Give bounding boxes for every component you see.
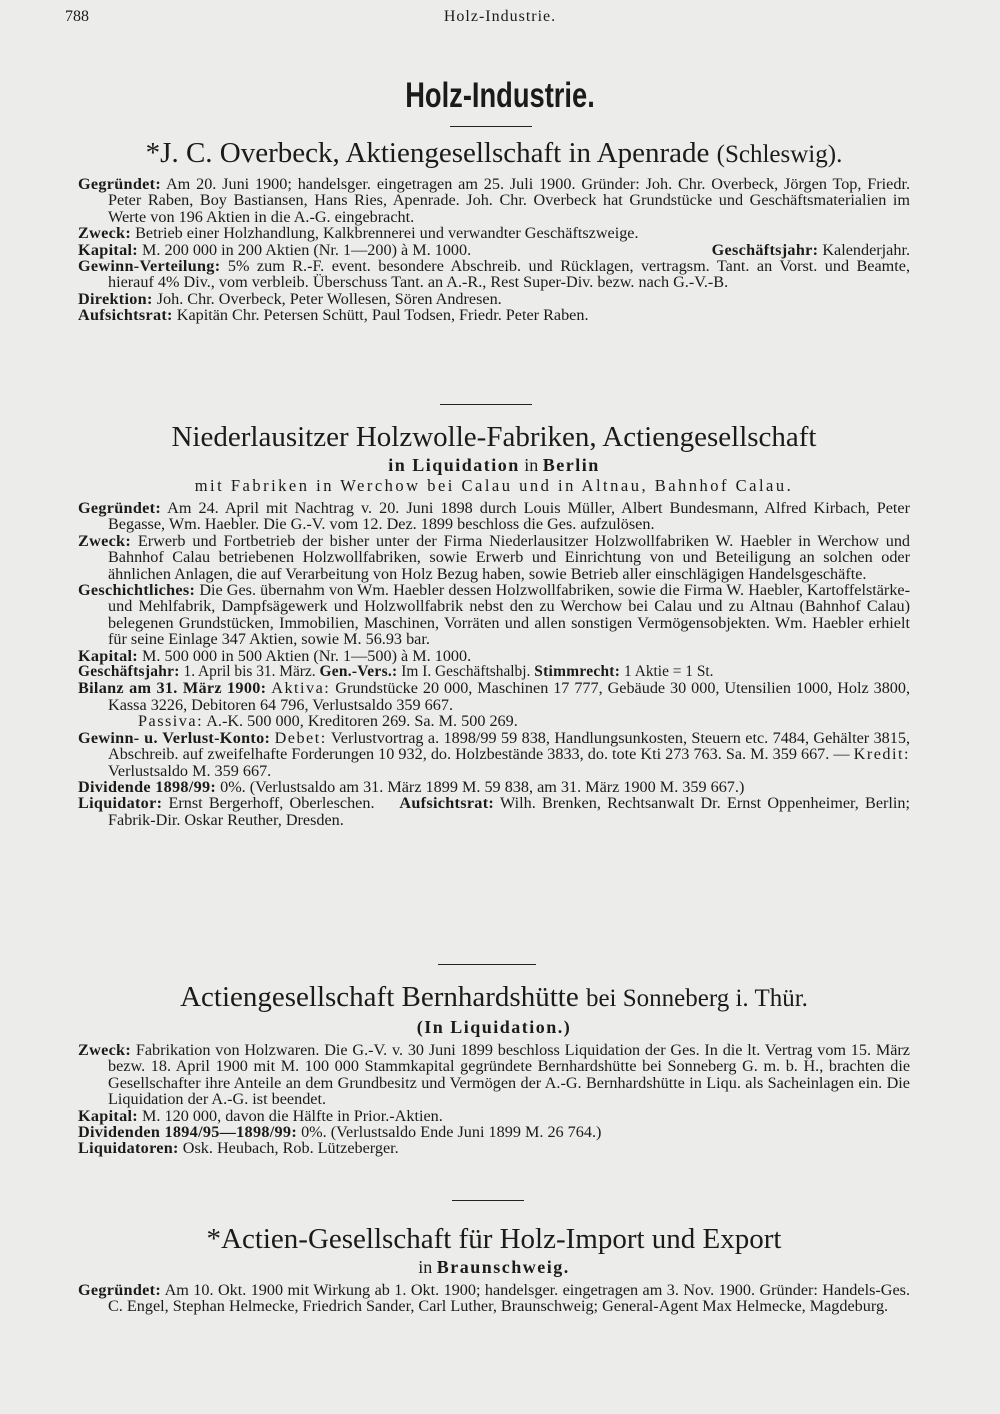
field-label: Gewinn- u. Verlust-Konto: (78, 728, 271, 747)
field-label: Liquidator: (78, 794, 163, 813)
field-label: Kapital: (78, 646, 138, 665)
field-text: Am 24. April mit Nachtrag v. 20. Juni 1898 durch Louis Müller, Albert Bundesmann, Alfred Kirbach, Peter Begasse, Wm. Haebler. Die G.-V. vom 12. Dez. 1899 beschloss die Ges. aufzulösen. (108, 499, 910, 534)
entry-title-suffix: bei Sonneberg i. Thür. (585, 985, 808, 1012)
section-divider (450, 126, 532, 127)
field-passiva (78, 713, 910, 729)
entry-subtitle (78, 1256, 910, 1278)
field-label: Zweck: (78, 531, 132, 550)
entry-divider (452, 1200, 524, 1201)
field-text: Betrieb einer Holzhandlung, Kalkbrennerei und verwandter Geschäftszweige. (135, 224, 639, 243)
field-text: 0%. (Verlustsaldo am 31. März 1899 M. 59 838, am 31. März 1900 M. 359 667.) (220, 777, 745, 796)
entry-title (78, 136, 910, 172)
field-text: Die Ges. übernahm von Wm. Haebler dessen Holzwollfabriken, sowie die Firma W. Haebler, Kartoffelstärke- und Mehlfabrik, Dampfsägewerk und Holzwollfabrik nebst den zu Werchow bei Calau und zu Altnau (Bahnhof Calau) belegenen Grundstücken, Immobilien, Maschinen, Vorräten und allen sonstigen Vermögensobjekten. Wm. Haebler erhielt für seine Einlage 347 Aktien, sowie M. 56.93 bar. (108, 581, 910, 649)
field-spaced-label: Passiva: (138, 712, 204, 731)
subtitle-city: Braunschweig. (436, 1257, 570, 1277)
entry-divider (440, 404, 532, 405)
field-label: Zweck: (78, 1041, 132, 1059)
field-text: 1 Aktie = 1 St. (624, 663, 714, 681)
subtitle-in: in (524, 455, 539, 475)
field-text: A.-K. 500 000, Kreditoren 269. Sa. M. 500 269. (206, 712, 518, 731)
field-gewinn-verteilung (78, 258, 910, 291)
field-label: Geschichtliches: (78, 581, 196, 600)
field-text: Im I. Geschäftshalbj. (401, 663, 531, 681)
entry-title-main: Actiengesellschaft Bernhardshütte (180, 981, 579, 1013)
field-gegruendet (78, 1282, 910, 1315)
field-text: Joh. Chr. Overbeck, Peter Wollesen, Sören Andresen. (156, 289, 502, 308)
field-label: Geschäftsjahr: (711, 240, 819, 259)
field-label: Dividende 1898/99: (78, 777, 217, 796)
field-kapital (78, 242, 910, 258)
field-label: Geschäftsjahr: (78, 663, 180, 681)
entry-title-main: *J. C. Overbeck, Aktiengesellschaft in Apenrade (145, 137, 710, 169)
field-text: 0%. (Verlustsaldo Ende Juni 1899 M. 26 764.) (301, 1123, 602, 1142)
field-label: Gen.-Vers.: (319, 663, 398, 681)
subtitle-liquidation: (In Liquidation.) (416, 1017, 572, 1037)
subtitle-in: in (418, 1257, 433, 1277)
entry-divider (438, 964, 536, 965)
field-text: Kapitän Chr. Petersen Schütt, Paul Todsen, Friedr. Peter Raben. (176, 306, 589, 325)
field-kapital (78, 1108, 910, 1124)
field-spaced-label: Aktiva: (271, 679, 331, 698)
field-label: Kapital: (78, 240, 138, 259)
field-direktion (78, 291, 910, 307)
field-spaced-label: Debet: (274, 728, 327, 747)
field-label: Zweck: (78, 224, 132, 243)
page-number: 788 (65, 8, 89, 25)
entry-niederlausitzer (78, 420, 910, 828)
field-dividende (78, 779, 910, 795)
subtitle-liquidation: in Liquidation (388, 455, 520, 475)
field-text: Grundstücke 20 000, Maschinen 17 777, Gebäude 30 000, Utensilien 1000, Holz 3800, Kassa 3226, Debitoren 64 796, Verlustsaldo 359 667. (108, 679, 911, 714)
field-label: Stimmrecht: (534, 663, 621, 681)
field-label: Aufsichtsrat: (399, 794, 495, 813)
field-label: Gegründet: (78, 499, 162, 517)
entry-title-suffix: (Schleswig). (716, 141, 843, 168)
entry-title: *Actien-Gesellschaft für Holz-Import und Export (206, 1223, 782, 1255)
field-text: Am 20. Juni 1900; handelsger. eingetragen am 25. Juli 1900. Gründer: Joh. Chr. Overbeck, Jörgen Top, Friedr. Peter Raben, Boy Bastiansen, Hans Ries, Apenrade. Joh. Chr. Overbeck hat Grundstücke und Geschäftsmaterialien im Werte von 196 Aktien in die A.-G. eingebracht. (108, 175, 910, 226)
entry-subtitle-factories: mit Fabriken in Werchow bei Calau und in Altnau, Bahnhof Calau. (194, 476, 794, 495)
field-text: M. 500 000 in 500 Aktien (Nr. 1—500) à M. 1000. (142, 646, 472, 665)
entry-holz-import-export (78, 1222, 910, 1315)
field-text: Verlustsaldo M. 359 667. (108, 761, 272, 780)
field-text: 5% zum R.-F. event. besondere Abschreib. und Rücklagen, vertragsm. Tant. an Vorst. und Beamte, hierauf 4% Div., vom verbleib. Überschuss Tant. an A.-R., Rest Super-Div. bezw. nach G.-V.-B. (108, 257, 910, 292)
field-text: Erwerb und Fortbetrieb der bisher unter der Firma Niederlausitzer Holzwollfabriken W. Haebler in Werchow und Bahnhof Calau betriebenen Holzwollfabriken, sowie Erwerb und Einrichtung von und Beteiligung an solchen oder ähnlichen Anlagen, die auf Verarbeitung von Holz Bezug haben, sowie Betrieb aller einschlägigen Handelsgeschäfte. (108, 531, 911, 583)
field-geschichtliches (78, 582, 910, 648)
field-label: Bilanz am 31. März 1900: (78, 679, 267, 698)
field-label: Liquidatoren: (78, 1139, 179, 1158)
field-aufsichtsrat (78, 307, 910, 323)
field-label: Direktion: (78, 289, 153, 308)
field-kapital (78, 648, 910, 664)
field-gewinn-verlust (78, 730, 910, 779)
field-label: Aufsichtsrat: (78, 306, 173, 325)
field-text: Kalenderjahr. (822, 240, 910, 259)
field-text: Ernst Bergerhoff, Oberleschen. (168, 794, 375, 813)
field-zweck (78, 533, 910, 582)
field-gegruendet (78, 176, 910, 225)
running-title: Holz-Industrie. (443, 8, 557, 25)
field-spaced-label: Kredit: (853, 745, 910, 764)
field-zweck (78, 225, 910, 241)
entry-overbeck (78, 136, 910, 324)
entry-title: Niederlausitzer Holzwolle-Fabriken, Actiengesellschaft (171, 421, 817, 453)
entry-subtitle (78, 454, 910, 476)
field-liquidator (78, 795, 910, 828)
field-liquidatoren (78, 1140, 910, 1156)
field-gegruendet (78, 500, 910, 533)
section-title: Holz-Industrie. (405, 76, 595, 115)
field-text: Fabrikation von Holzwaren. Die G.-V. v. 30 Juni 1899 beschloss Liquidation der Ges. In die lt. Vertrag vom 15. März bezw. 18. April 1900 mit M. 100 000 Stammkapital gegründete Bernhardshütte bei Sonneberg G. m. b. H., brachten die Gesellschafter ihre Anteile an dem Grundbesitz und Vermögen der A.-G. Bernhardshütte in Liqu. als Sacheinlagen ein. Die Liquidation der A.-G. ist beendet. (108, 1041, 910, 1109)
field-bilanz (78, 680, 910, 713)
field-label: Kapital: (78, 1106, 138, 1125)
field-text: Am 10. Okt. 1900 mit Wirkung ab 1. Okt. 1900; handelsger. eingetragen am 3. Nov. 1900. Gründer: Handels-Ges. C. Engel, Stephan Helmecke, Friedrich Sander, Carl Luther, Braunschweig; General-Agent Max Helmecke, Magdeburg. (108, 1281, 910, 1316)
field-dividenden (78, 1124, 910, 1140)
field-text: Osk. Heubach, Rob. Lützeberger. (182, 1139, 399, 1158)
field-label: Gewinn-Verteilung: (78, 257, 221, 276)
field-text: Wilh. Brenken, Rechtsanwalt Dr. Ernst Oppenheimer, Berlin; Fabrik-Dir. Oskar Reuther, Dresden. (108, 794, 910, 829)
entry-title (78, 980, 910, 1016)
field-text: Verlustvortrag a. 1898/99 59 838, Handlungsunkosten, Steuern etc. 7484, Gehälter 3815, Abschreib. auf zweifelhafte Forderungen 10 932, do. Holzbestände 3833, do. tote Kti 273 763. Sa. M. 359 667. — (108, 728, 910, 764)
field-label: Dividenden 1894/95—1898/99: (78, 1123, 298, 1142)
entry-subtitle (78, 1016, 910, 1038)
field-text: M. 120 000, davon die Hälfte in Prior.-Aktien. (142, 1106, 443, 1125)
running-header (65, 8, 935, 30)
subtitle-city: Berlin (542, 455, 600, 475)
field-text: 1. April bis 31. März. (183, 663, 316, 681)
field-geschaeftsjahr (78, 664, 910, 680)
field-zweck (78, 1042, 910, 1108)
entry-bernhardshuette (78, 980, 910, 1157)
field-label: Gegründet: (78, 1281, 162, 1299)
field-text: M. 200 000 in 200 Aktien (Nr. 1—200) à M. 1000. (142, 240, 472, 259)
field-label: Gegründet: (78, 175, 162, 193)
